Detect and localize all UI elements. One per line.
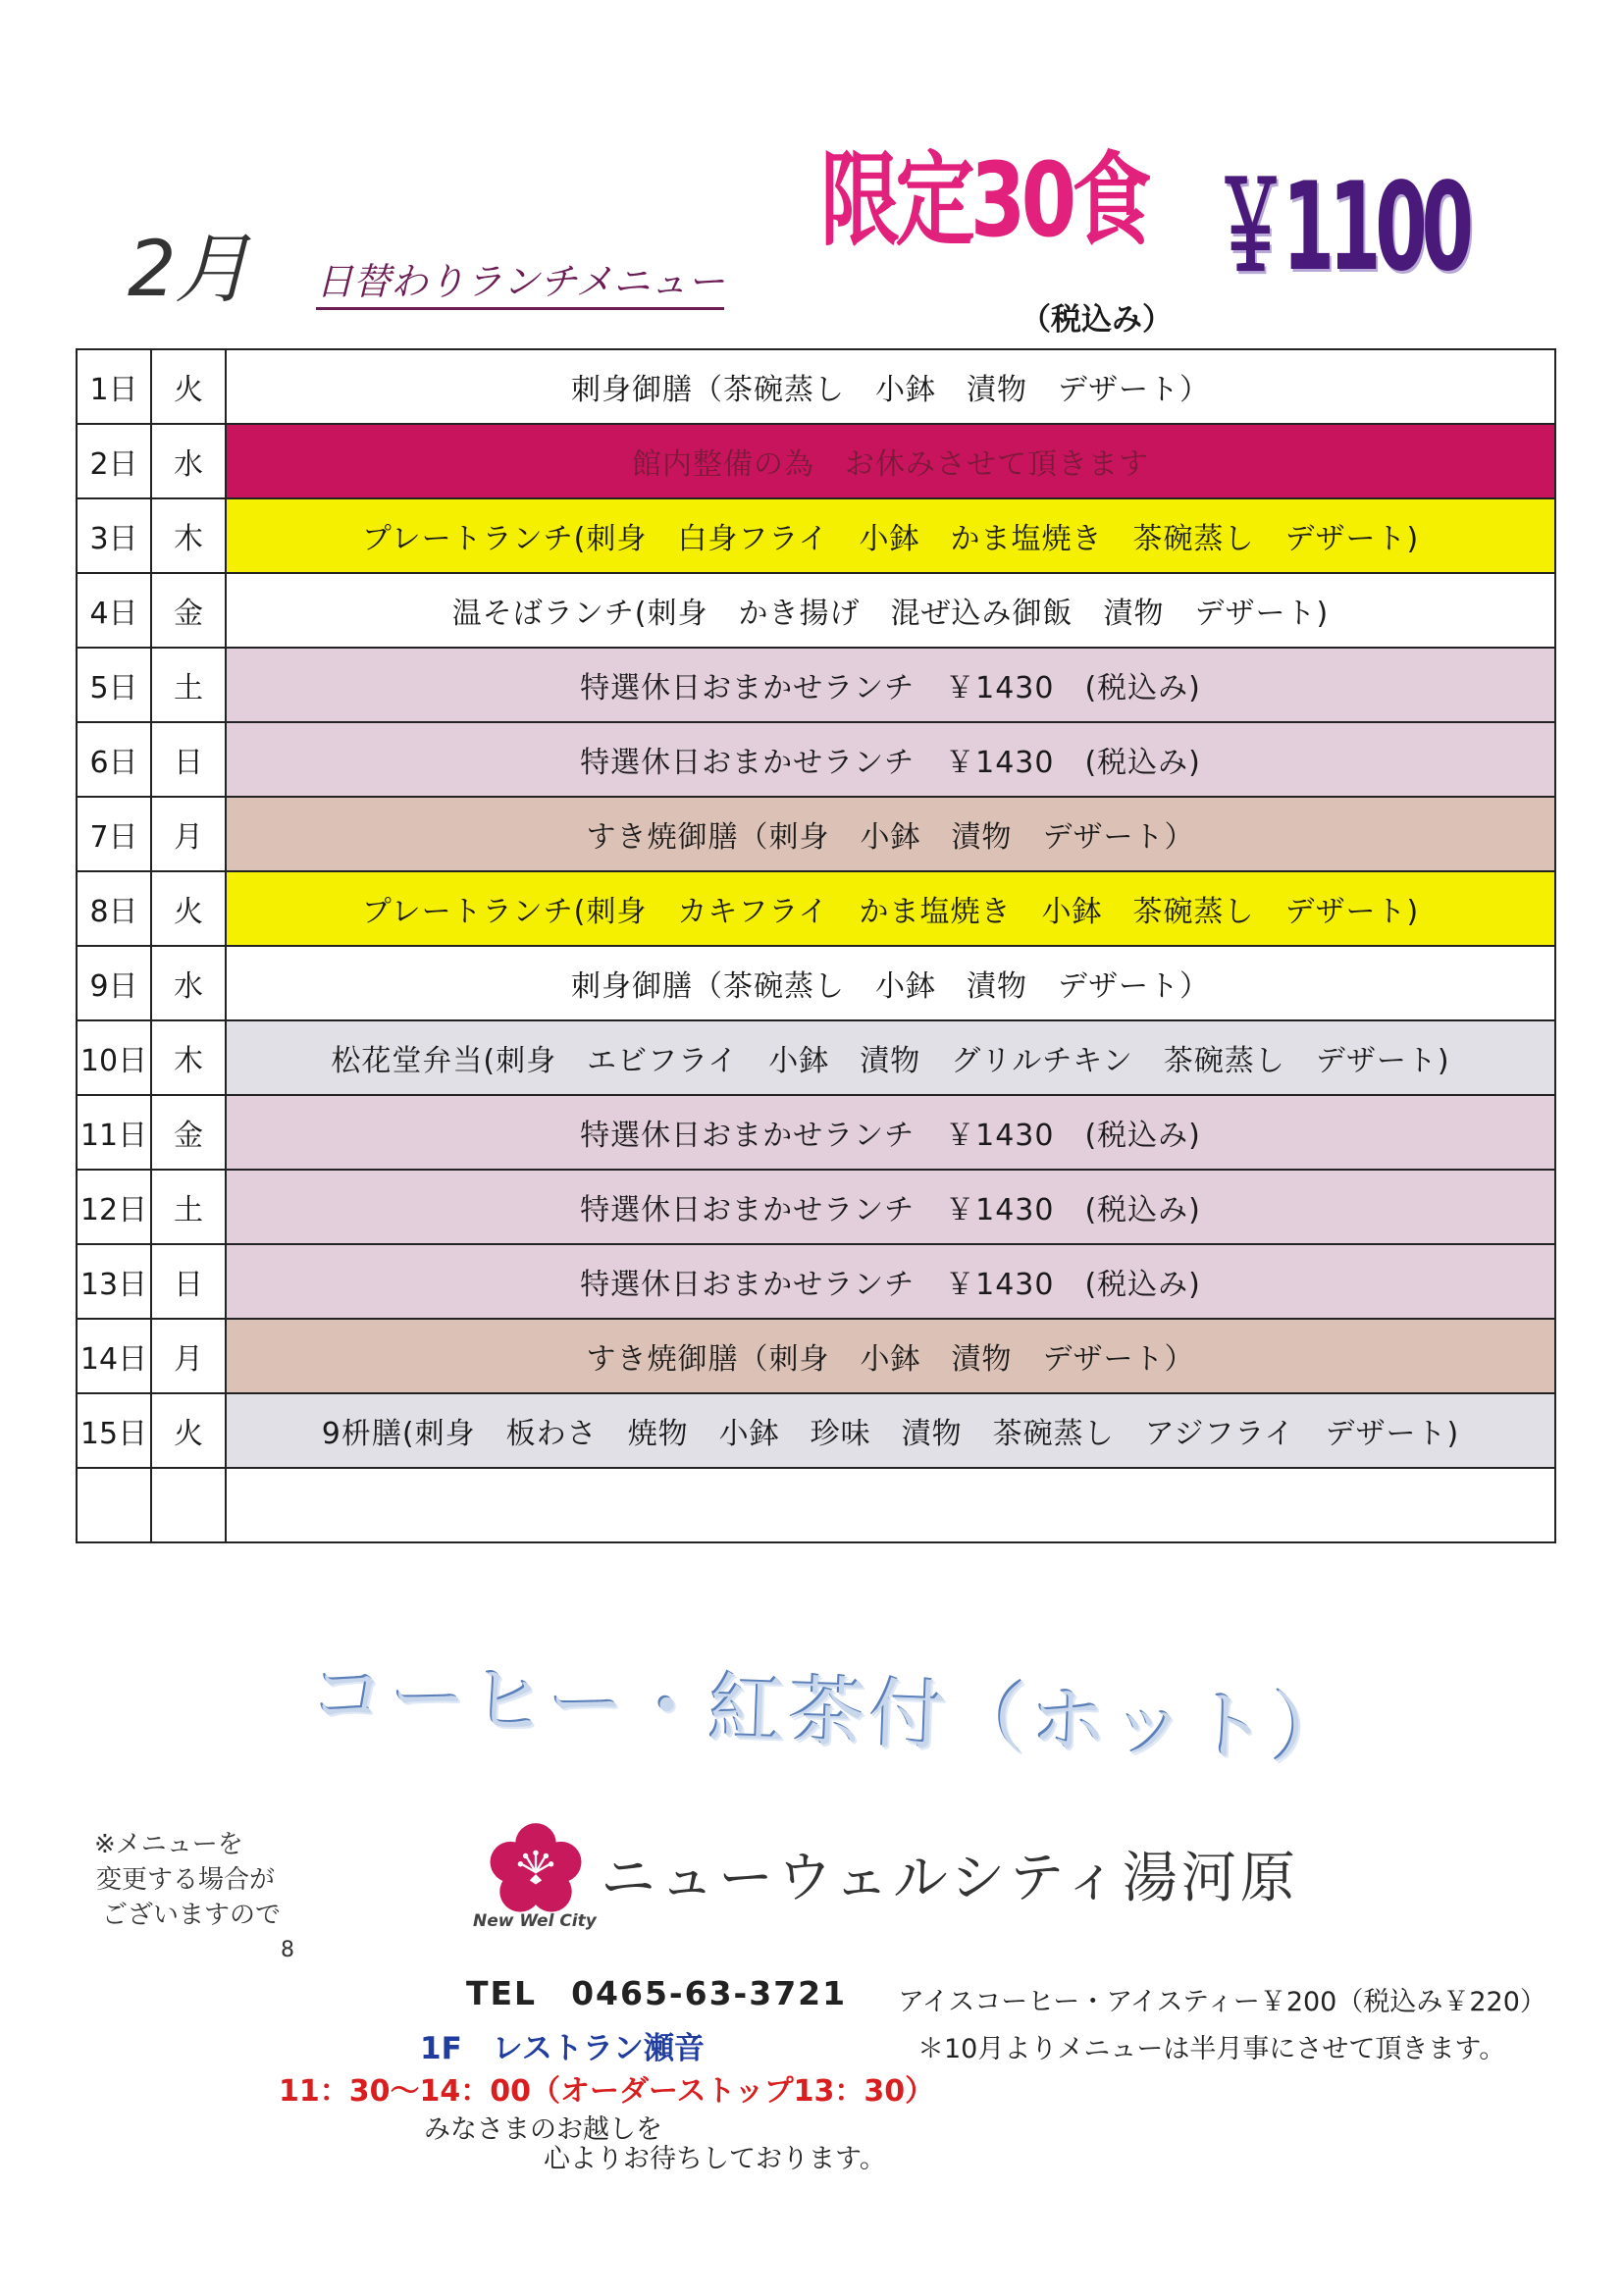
welcome-line-1: みなさまのお越しを [424, 2114, 662, 2145]
weekday-cell: 水 [151, 946, 226, 1020]
weekday-cell: 火 [151, 349, 226, 424]
day-cell: 4日 [77, 573, 151, 648]
menu-item-cell: 温そばランチ(刺身 かき揚げ 混ぜ込み御飯 漬物 デザート) [226, 573, 1555, 648]
menu-row [77, 573, 1555, 648]
weekday-cell: 木 [151, 1020, 226, 1095]
menu-item-cell: 特選休日おまかせランチ ￥1430 (税込み) [226, 1170, 1555, 1244]
weekday-cell: 月 [151, 1319, 226, 1393]
menu-row [77, 349, 1555, 424]
day-cell: 5日 [77, 648, 151, 722]
day-cell: 15日 [77, 1393, 151, 1468]
menu-item-cell: すき焼御膳（刺身 小鉢 漬物 デザート） [226, 1319, 1555, 1393]
day-cell: 13日 [77, 1244, 151, 1319]
note-line: ございますので [102, 1901, 282, 1930]
menu-row [77, 498, 1555, 573]
coffee-tea-note: コーヒー・紅茶付（ホット） [308, 1650, 1354, 1777]
iced-drinks-price: アイスコーヒー・アイスティー￥200（税込み￥220） [898, 1987, 1546, 2017]
day-cell: 9日 [77, 946, 151, 1020]
weekday-cell: 金 [151, 573, 226, 648]
menu-row [77, 424, 1555, 498]
menu-item-cell [226, 1468, 1555, 1542]
menu-row [77, 1393, 1555, 1468]
menu-row [77, 871, 1555, 946]
menu-row [77, 1170, 1555, 1244]
menu-item-cell: 特選休日おまかせランチ ￥1430 (税込み) [226, 1095, 1555, 1170]
menu-row [77, 1244, 1555, 1319]
menu-table [76, 348, 1556, 1543]
menu-item-cell: 9枡膳(刺身 板わさ 焼物 小鉢 珍味 漬物 茶碗蒸し アジフライ デザート) [226, 1393, 1555, 1468]
weekday-cell: 日 [151, 722, 226, 797]
menu-item-cell: 刺身御膳（茶碗蒸し 小鉢 漬物 デザート） [226, 946, 1555, 1020]
day-cell: 1日 [77, 349, 151, 424]
weekday-cell: 火 [151, 871, 226, 946]
weekday-cell: 火 [151, 1393, 226, 1468]
weekday-cell: 土 [151, 1170, 226, 1244]
weekday-cell: 金 [151, 1095, 226, 1170]
day-cell: 2日 [77, 424, 151, 498]
weekday-cell: 土 [151, 648, 226, 722]
note-line: 8 [281, 1938, 294, 1962]
note-line: 変更する場合が [96, 1865, 276, 1895]
menu-row [77, 1468, 1555, 1542]
welcome-line-2: 心よりお待ちしております。 [544, 2144, 886, 2174]
menu-row [77, 722, 1555, 797]
menu-row [77, 1020, 1555, 1095]
weekday-cell: 水 [151, 424, 226, 498]
day-cell: 8日 [77, 871, 151, 946]
menu-item-cell: 特選休日おまかせランチ ￥1430 (税込み) [226, 722, 1555, 797]
weekday-cell: 木 [151, 498, 226, 573]
brand-name: ニューウェルシティ湯河原 [601, 1847, 1299, 1910]
menu-table-body [77, 349, 1555, 1542]
limited-quantity-label: 限定30食 [820, 140, 1147, 260]
plum-blossom-icon [485, 1819, 587, 1921]
menu-item-cell: プレートランチ(刺身 カキフライ かま塩焼き 小鉢 茶碗蒸し デザート) [226, 871, 1555, 946]
menu-row [77, 1095, 1555, 1170]
day-cell: 7日 [77, 797, 151, 871]
menu-row [77, 797, 1555, 871]
menu-item-cell: 松花堂弁当(刺身 エビフライ 小鉢 漬物 グリルチキン 茶碗蒸し デザート) [226, 1020, 1555, 1095]
menu-item-cell: すき焼御膳（刺身 小鉢 漬物 デザート） [226, 797, 1555, 871]
day-cell: 14日 [77, 1319, 151, 1393]
weekday-cell: 月 [151, 797, 226, 871]
menu-row [77, 648, 1555, 722]
menu-item-cell: 特選休日おまかせランチ ￥1430 (税込み) [226, 648, 1555, 722]
weekday-cell: 日 [151, 1244, 226, 1319]
menu-item-cell: 館内整備の為 お休みさせて頂きます [226, 424, 1555, 498]
menu-item-cell: 刺身御膳（茶碗蒸し 小鉢 漬物 デザート） [226, 349, 1555, 424]
menu-item-cell: 特選休日おまかせランチ ￥1430 (税込み) [226, 1244, 1555, 1319]
day-cell: 3日 [77, 498, 151, 573]
telephone: TEL 0465-63-3721 [466, 1974, 848, 2012]
menu-schedule-note: ＊10月よりメニューは半月事にさせて頂きます。 [917, 2034, 1506, 2064]
month-label: 2月 [128, 226, 249, 314]
tax-note: （税込み） [1021, 302, 1173, 338]
menu-row [77, 946, 1555, 1020]
menu-row [77, 1319, 1555, 1393]
menu-change-note [94, 1827, 294, 1968]
lunch-price: ￥1100 [1213, 157, 1468, 298]
weekday-cell [151, 1468, 226, 1542]
day-cell: 11日 [77, 1095, 151, 1170]
day-cell: 6日 [77, 722, 151, 797]
note-line: ※メニューを [94, 1830, 243, 1859]
opening-hours: 11：30～14：00（オーダーストップ13：30） [279, 2074, 935, 2109]
menu-subtitle: 日替わりランチメニュー [316, 251, 724, 310]
day-cell [77, 1468, 151, 1542]
menu-item-cell: プレートランチ(刺身 白身フライ 小鉢 かま塩焼き 茶碗蒸し デザート) [226, 498, 1555, 573]
restaurant-location: 1F レストラン瀬音 [420, 2031, 705, 2066]
day-cell: 10日 [77, 1020, 151, 1095]
brand-english-name: New Wel City [473, 1911, 597, 1931]
day-cell: 12日 [77, 1170, 151, 1244]
